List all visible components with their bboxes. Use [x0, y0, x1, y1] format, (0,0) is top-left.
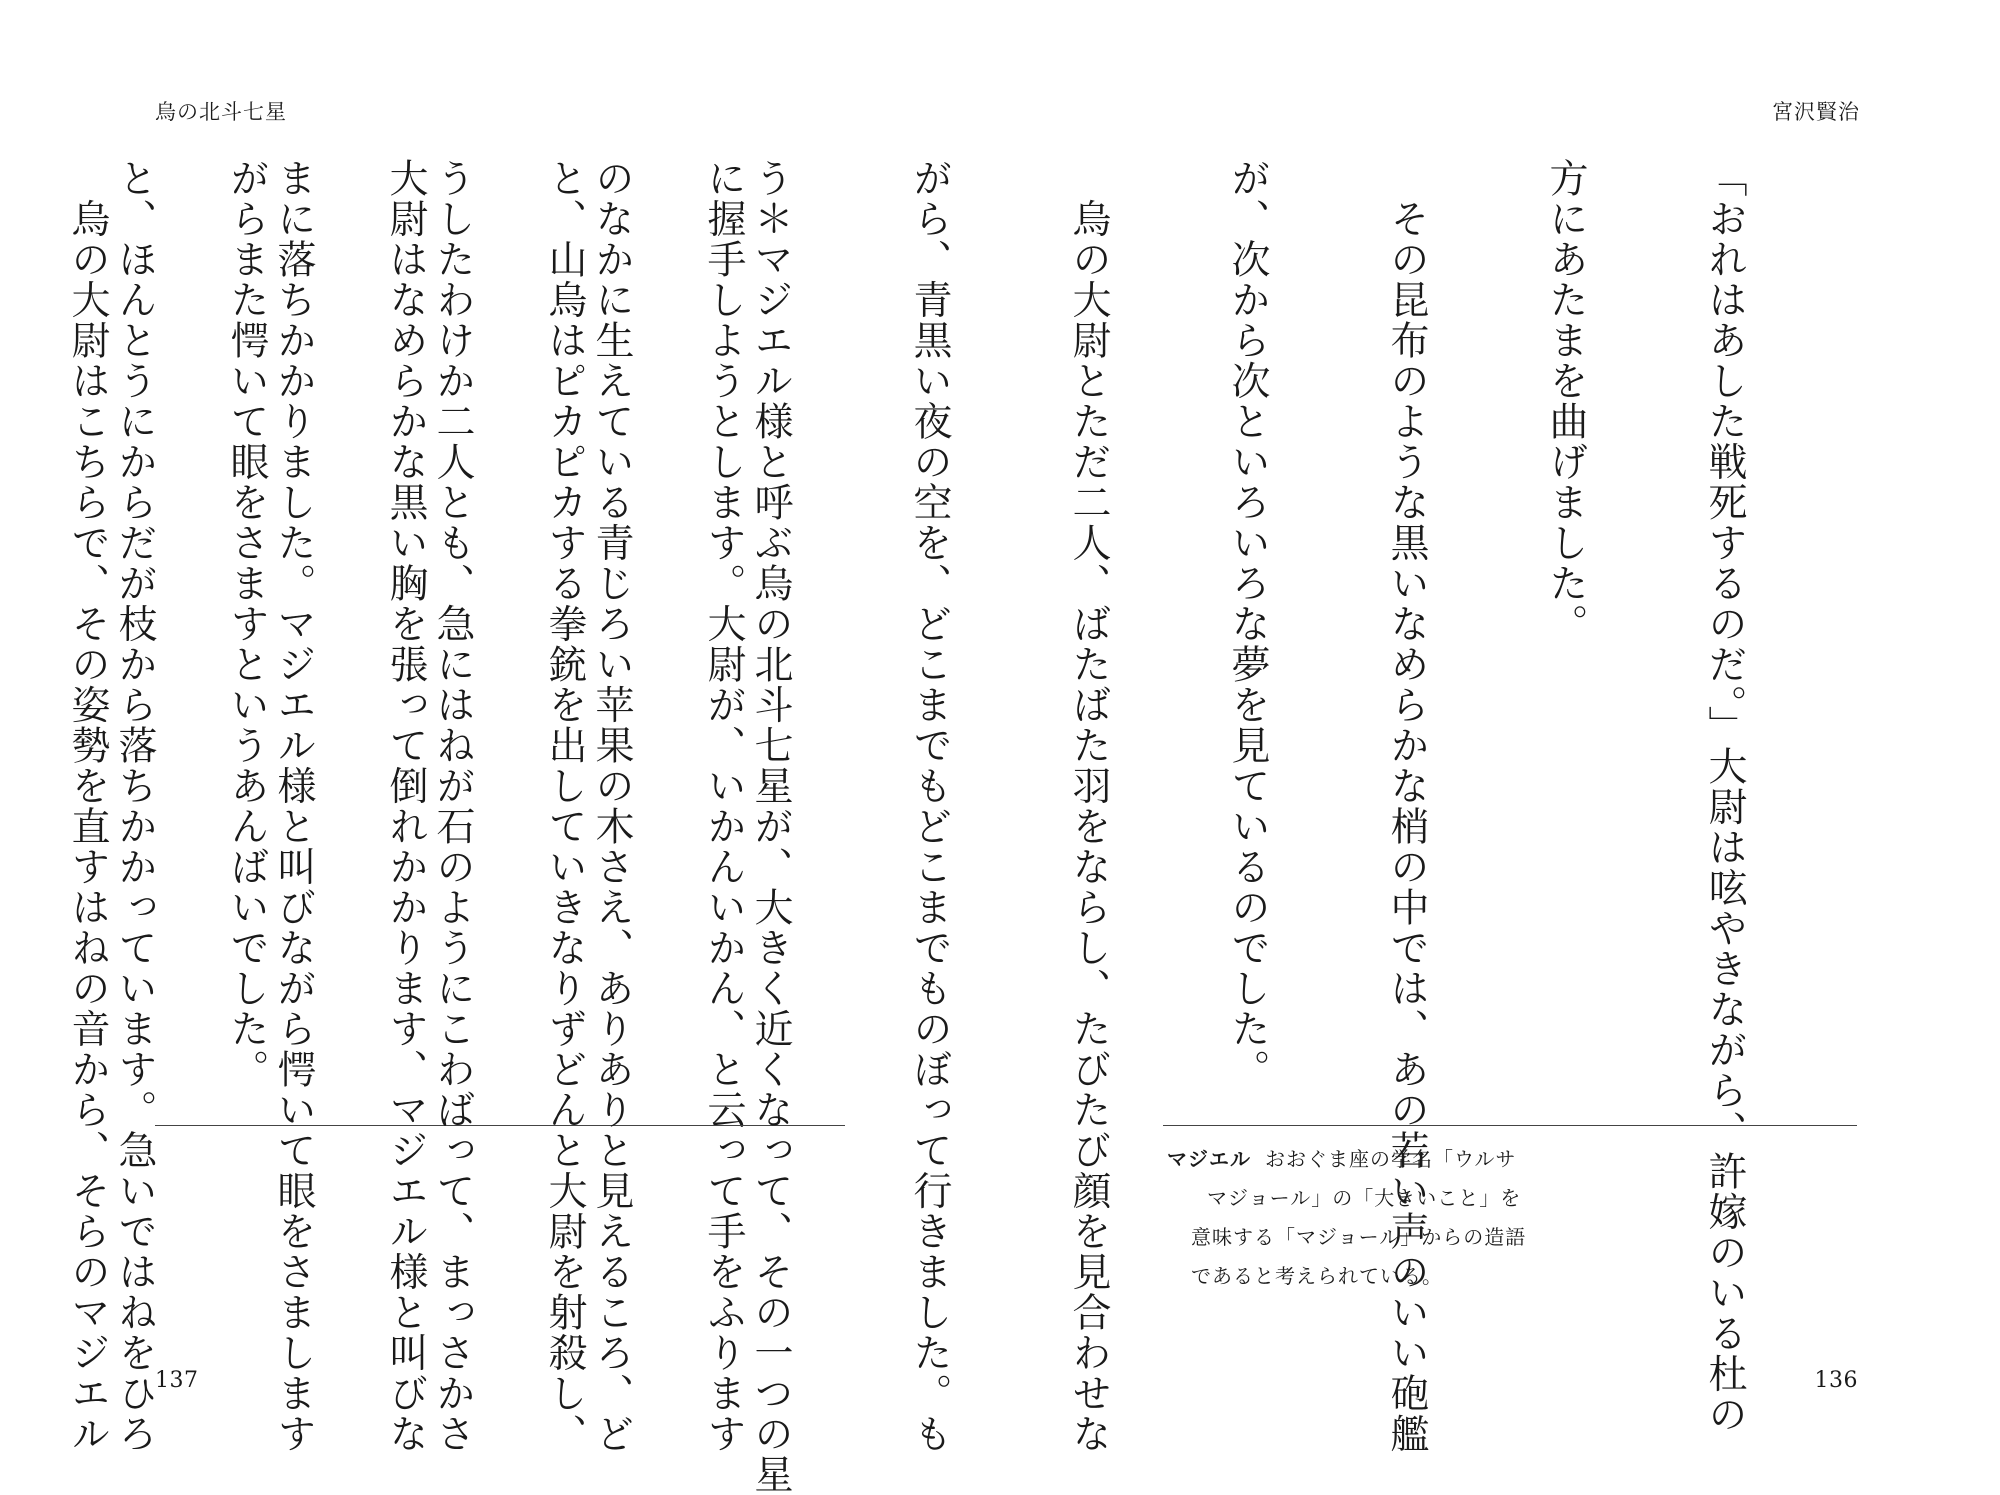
footnote [1167, 1140, 1527, 1296]
text-line [0, 158, 2, 1108]
running-head-title: 烏の北斗七星 [155, 100, 287, 124]
footnote-divider [1163, 1125, 1857, 1126]
running-head-author: 宮沢賢治 [1772, 100, 1860, 124]
text-line: がら、青黒い夜の空を、どこまでもどこまでものぼって行きました。も [907, 158, 952, 1454]
footnote-term: マジエル [1167, 1147, 1251, 1171]
text-line: 烏の大尉とただ二人、ばたばた羽をならし、たびたび顔を見合わせな [1066, 158, 1111, 1454]
text-line: がらまた愕いて眼をさますというあんばいでした。 [224, 158, 269, 1090]
text-line: と、ほんとうにからだが枝から落ちかかっています。急いではねをひろ [112, 158, 157, 1454]
text-line: に握手しようとします。大尉が、いかんいかん、と云って手をふります [701, 158, 746, 1454]
text-line: 烏の大尉はこちらで、その姿勢を直すはねの音から、そらのマジエル [65, 158, 110, 1454]
footnote-line: おおぐま座の学名「ウルサ [1265, 1147, 1517, 1171]
text-line: のなかに生えている青じろい苹果の木さえ、ありありと見えるころ、ど [589, 158, 634, 1454]
text-line: 「おれはあした戦死するのだ。」大尉は呟やきながら、許嫁のいる杜の [1702, 158, 1747, 1435]
footnote-line: マジョール」の「大きいこと」を [1207, 1186, 1522, 1210]
footnote-line: 意味する「マジョール」からの造語 [1191, 1225, 1527, 1249]
text-line: が、次から次といろいろな夢を見ているのでした。 [1225, 158, 1270, 1090]
footnote-divider [155, 1125, 845, 1126]
text-line: 方にあたまを曲げました。 [1543, 158, 1588, 644]
text-line: その昆布のような黒いなめらかな梢の中では、あの若い声のいい砲艦 [1384, 158, 1429, 1454]
page-number: 136 [1814, 1368, 1858, 1393]
text-line: 大尉はなめらかな黒い胸を張って倒れかかります、マジエル様と叫びな [383, 158, 428, 1454]
text-line: う＊マジエル様と呼ぶ烏の北斗七星が、大きく近くなって、その一つの星 [748, 158, 793, 1495]
text-line: と、山烏はピカピカする拳銃を出していきなりずどんと大尉を射殺し、 [542, 158, 587, 1454]
page-number: 137 [155, 1368, 199, 1393]
text-line: まに落ちかかりました。マジエル様と叫びながら愕いて眼をさまします [271, 158, 316, 1454]
footnote-line: であると考えられている。 [1191, 1264, 1443, 1288]
text-line: うしたわけか二人とも、急にはねが石のようにこわばって、まっさかさ [430, 158, 475, 1454]
